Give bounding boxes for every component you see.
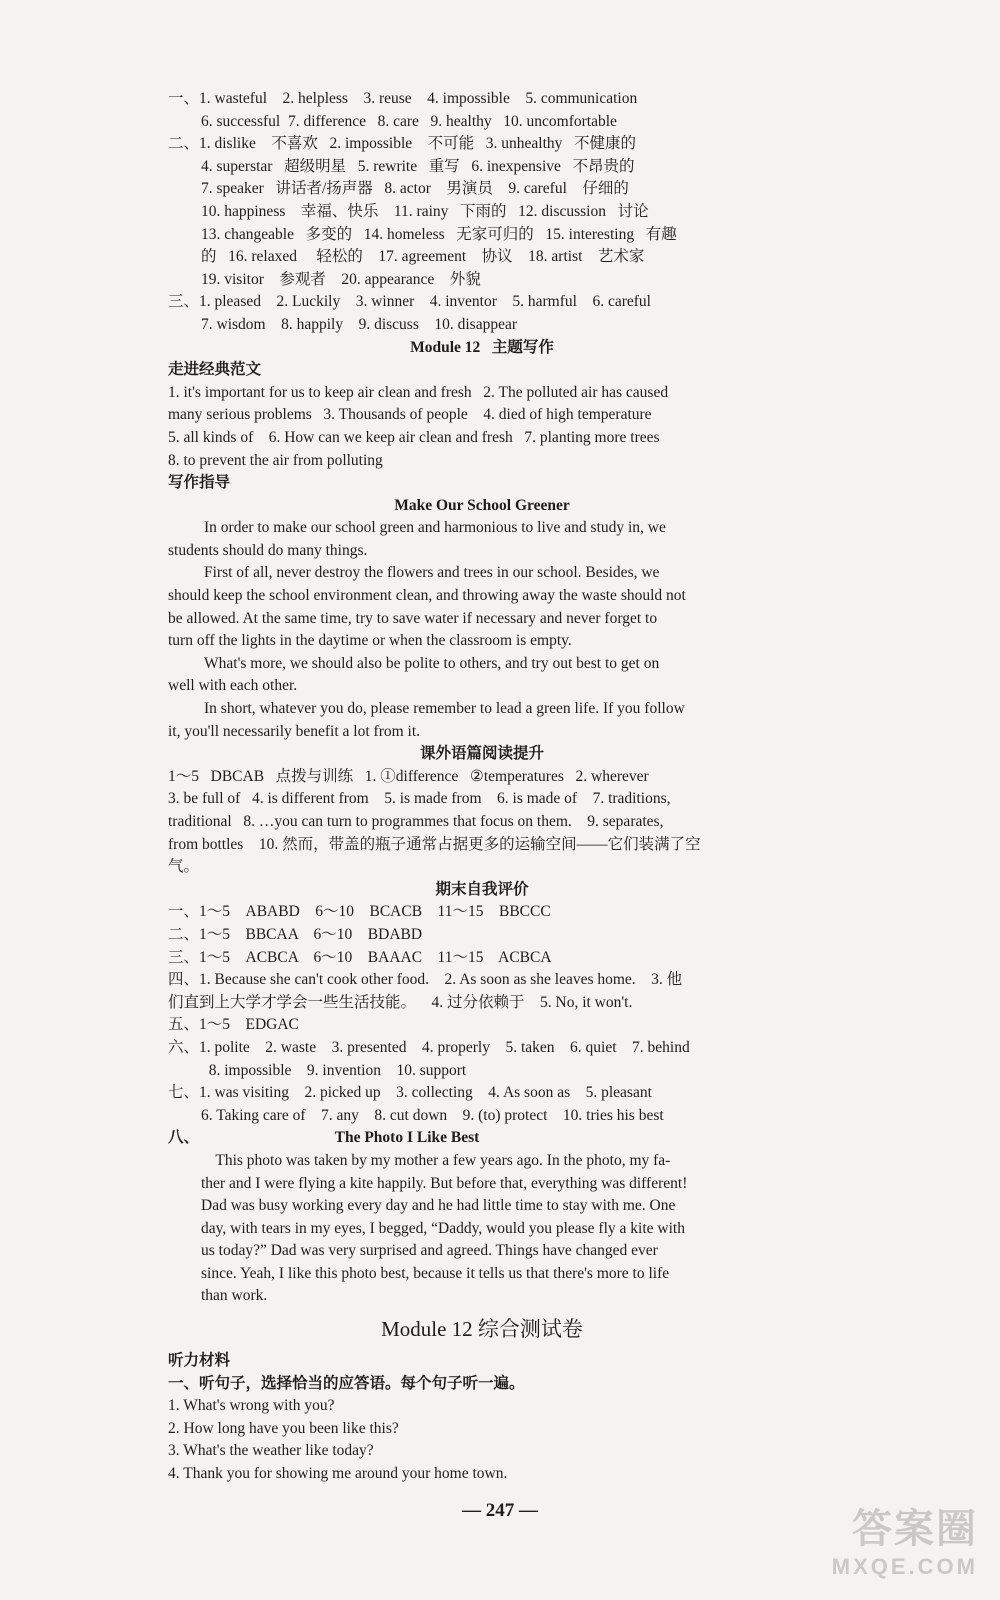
text-line: traditional 8. …you can turn to programmes that focus on them. 9. separates,: [168, 813, 664, 830]
text-line: turn off the lights in the daytime or when the classroom is empty.: [168, 632, 572, 650]
text-line: 8. impossible 9. invention 10. support: [201, 1061, 467, 1079]
text-line: In short, whatever you do, please remember to lead a green life. If you follow: [204, 700, 685, 718]
text-line: from bottles 10. 然而，带盖的瓶子通常占据更多的运输空间——它们装满了空: [168, 835, 701, 853]
text-line: day, with tears in my eyes, I begged, “Daddy, would you please fly a kite with: [201, 1219, 685, 1237]
text-line: Module 12 主题写作: [410, 338, 554, 356]
text-line: 8. to prevent the air from polluting: [168, 451, 383, 469]
text-line: be allowed. At the same time, try to save water if necessary and never forget to: [168, 609, 658, 627]
text-line: 5. all kinds of 6. How can we keep air clean and fresh 7. planting more trees: [168, 428, 660, 446]
text-line: 六、1. polite 2. waste 3. presented 4. properly 5. taken 6. quiet 7. behind: [168, 1038, 690, 1056]
text-line: 一、1. wasteful 2. helpless 3. reuse 4. impossible 5. communication: [168, 90, 638, 107]
text-line: 课外语篇阅读提升: [419, 745, 544, 763]
text-line: First of all, never destroy the flowers and trees in our school. Besides, we: [204, 564, 660, 582]
text-line: many serious problems 3. Thousands of people 4. died of high temperature: [168, 406, 652, 424]
text-line: 7. wisdom 8. happily 9. discuss 10. disappear: [201, 315, 518, 333]
text-line: 八、 The Photo I Like Best: [168, 1129, 480, 1147]
text-line: 19. visitor 参观者 20. appearance 外貌: [201, 270, 481, 288]
text-line: it, you'll necessarily benefit a lot from it.: [168, 722, 421, 740]
text-line: 6. Taking care of 7. any 8. cut down 9. (to) protect 10. tries his best: [201, 1106, 664, 1124]
text-line: Make Our School Greener: [394, 496, 570, 514]
text-line: 一、听句子，选择恰当的应答语。每个句子听一遍。: [168, 1374, 525, 1392]
text-line: In order to make our school green and harmonious to live and study in, we: [204, 519, 666, 537]
text-line: 7. speaker 讲话者/扬声器 8. actor 男演员 9. careful 仔细的: [201, 180, 629, 198]
text-line: 4. Thank you for showing me around your home town.: [168, 1465, 508, 1483]
text-line: 2. How long have you been like this?: [168, 1419, 399, 1437]
text-line: 七、1. was visiting 2. picked up 3. collecting 4. As soon as 5. pleasant: [168, 1084, 652, 1102]
text-line: 13. changeable 多变的 14. homeless 无家可归的 15. interesting 有趣: [201, 225, 677, 243]
text-line: 气。: [168, 858, 200, 876]
text-line: 6. successful 7. difference 8. care 9. healthy 10. uncomfortable: [201, 112, 617, 130]
text-line: since. Yeah, I like this photo best, because it tells us that there's more to life: [201, 1264, 670, 1282]
watermark-text: 答案圈: [852, 1507, 978, 1551]
text-line: 二、1～5 BBCAA 6～10 BDABD: [168, 925, 423, 943]
watermark-url: MXQE.COM: [831, 1554, 978, 1579]
text-line: This photo was taken by my mother a few years ago. In the photo, my fa-: [204, 1151, 671, 1169]
text-line: 的 16. relaxed 轻松的 17. agreement 协议 18. artist 艺术家: [201, 248, 645, 266]
text-line: 二、1. dislike 不喜欢 2. impossible 不可能 3. unhealthy 不健康的: [168, 135, 636, 153]
page-number: — 247 —: [462, 1500, 538, 1521]
watermark-logo: [832, 1497, 978, 1580]
text-line: 4. superstar 超级明星 5. rewrite 重写 6. inexpensive 不昂贵的: [201, 157, 635, 175]
text-line: Module 12 综合测试卷: [381, 1317, 583, 1342]
text-line: 3. be full of 4. is different from 5. is made from 6. is made of 7. traditions,: [168, 790, 671, 808]
text-line: 三、1. pleased 2. Luckily 3. winner 4. inventor 5. harmful 6. careful: [168, 293, 651, 311]
text-line: What's more, we should also be polite to others, and try out best to get on: [204, 654, 660, 672]
text-line: well with each other.: [168, 677, 298, 695]
text-line: 1～5 DBCAB 点拨与训练 1. ①difference ②temperatures 2. wherever: [168, 767, 649, 785]
text-line: 们直到上大学才学会一些生活技能。 4. 过分依赖于 5. No, it won't.: [168, 993, 633, 1011]
text-line: us today?” Dad was very surprised and agreed. Things have changed ever: [201, 1242, 658, 1260]
text-line: 三、1～5 ACBCA 6～10 BAAAC 11～15 ACBCA: [168, 948, 552, 966]
text-line: 3. What's the weather like today?: [168, 1442, 374, 1460]
text-line: 一、1～5 ABABD 6～10 BCACB 11～15 BBCCC: [168, 903, 551, 921]
text-line: students should do many things.: [168, 541, 368, 559]
answer-key-page: [168, 88, 796, 1486]
text-line: 1. What's wrong with you?: [168, 1397, 335, 1415]
text-line: ther and I were flying a kite happily. But before that, everything was different!: [201, 1174, 688, 1192]
text-line: 写作指导: [168, 474, 231, 492]
text-line: than work.: [201, 1287, 268, 1305]
text-line: 走进经典范文: [168, 361, 262, 379]
text-line: 听力材料: [168, 1352, 231, 1370]
text-line: 1. it's important for us to keep air clean and fresh 2. The polluted air has caused: [168, 383, 669, 401]
text-line: 10. happiness 幸福、快乐 11. rainy 下雨的 12. discussion 讨论: [201, 202, 649, 220]
text-line: 期末自我评价: [435, 880, 529, 898]
text-line: should keep the school environment clean, and throwing away the waste should not: [168, 587, 686, 605]
text-line: 五、1～5 EDGAC: [168, 1016, 299, 1034]
text-line: 四、1. Because she can't cook other food. 2. As soon as she leaves home. 3. 他: [168, 971, 683, 989]
text-line: Dad was busy working every day and he had little time to stay with me. One: [201, 1197, 676, 1215]
